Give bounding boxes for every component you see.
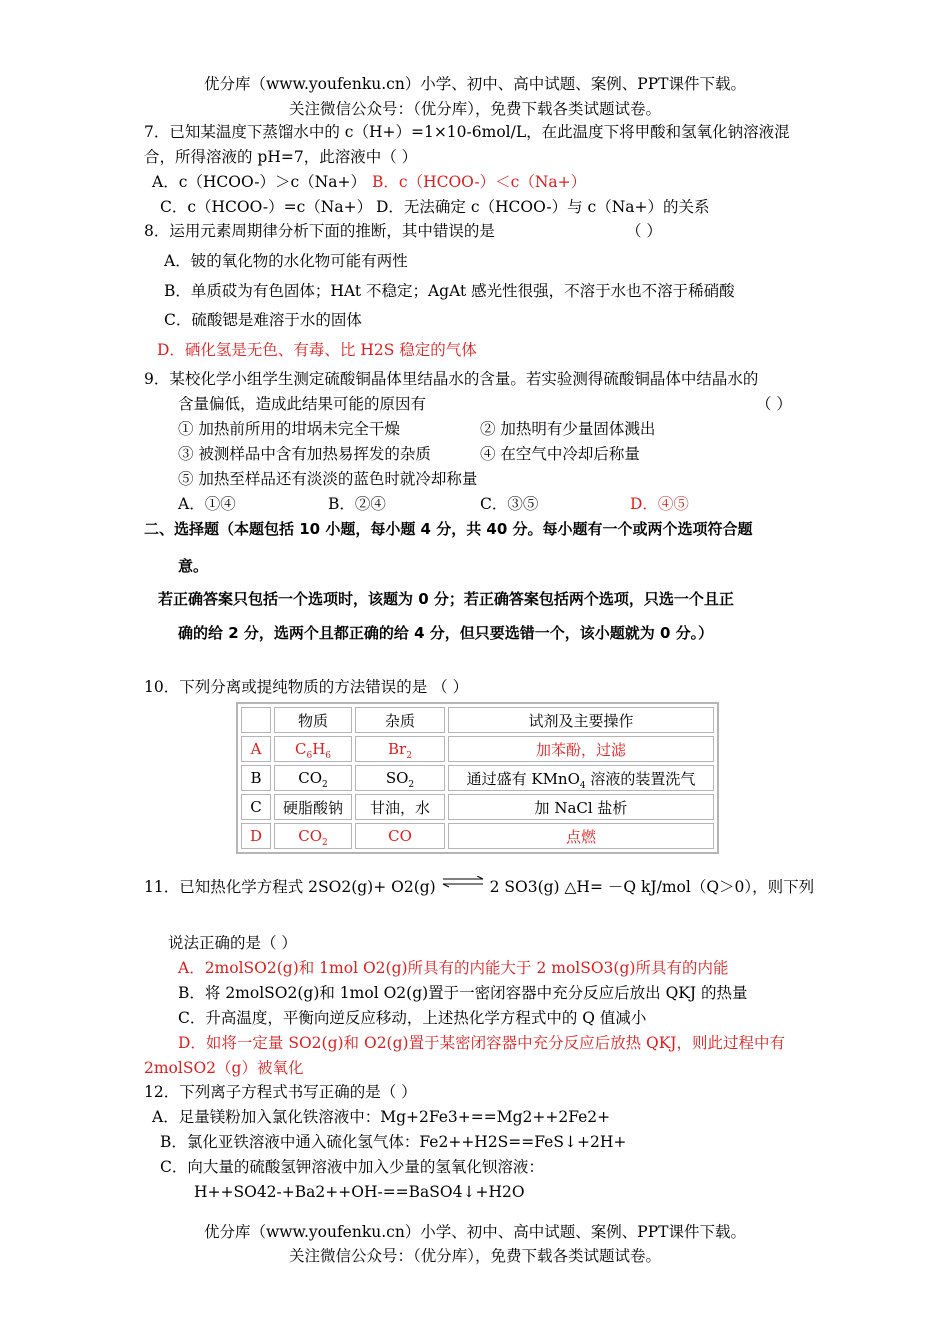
q9-option-c: C．③⑤ bbox=[480, 495, 539, 513]
footer-line-1: 优分库（www.youfenku.cn）小学、初中、高中试题、案例、PPT课件下载。 bbox=[203, 1223, 747, 1241]
q10-row-c-impurity: 甘油，水 bbox=[355, 794, 445, 820]
q9-item-2: ② 加热明有少量固体溅出 bbox=[480, 420, 656, 438]
q9-item-3: ③ 被测样品中含有加热易挥发的杂质 bbox=[178, 445, 431, 463]
q10-table bbox=[236, 702, 719, 854]
q11-option-b: B．将 2molSO2(g)和 1mol O2(g)置于一密闭容器中充分反应后放出 QKJ 的热量 bbox=[178, 984, 748, 1002]
section2-heading-3: 若正确答案只包括一个选项时，该题为 0 分；若正确答案包括两个选项，只选一个且正 bbox=[158, 590, 734, 608]
q7-option-c: C．c（HCOO-）=c（Na+） bbox=[160, 198, 373, 216]
q10-stem: 10．下列分离或提纯物质的方法错误的是 （ ） bbox=[144, 678, 469, 696]
q9-option-d: D．④⑤ bbox=[630, 495, 689, 513]
section2-heading-1: 二、选择题（本题包括 10 小题，每小题 4 分，共 40 分。每小题有一个或两个选项符合题 bbox=[144, 520, 753, 538]
q10-header-blank bbox=[241, 707, 271, 733]
header-line-1: 优分库（www.youfenku.cn）小学、初中、高中试题、案例、PPT课件下载。 bbox=[203, 75, 747, 93]
q10-row-b-substance: $CO_2$ bbox=[274, 765, 352, 791]
q10-row-c-method: 加 NaCl 盐析 bbox=[448, 794, 714, 820]
header-line-2: 关注微信公众号：（优分库），免费下载各类试题试卷。 bbox=[288, 100, 661, 118]
q11-stem-1 bbox=[144, 876, 814, 898]
q11-stem-2: 说法正确的是（ ） bbox=[168, 934, 297, 952]
q9-option-a: A．①④ bbox=[178, 495, 236, 513]
q9-item-5: ⑤ 加热至样品还有淡淡的蓝色时就冷却称量 bbox=[178, 470, 478, 488]
q9-option-b: B．②④ bbox=[328, 495, 386, 513]
q9-stem-2: 含量偏低，造成此结果可能的原因有 bbox=[178, 395, 427, 413]
q11-option-d-line-2: 2molSO2（g）被氧化 bbox=[144, 1059, 304, 1077]
q10-header-substance: 物质 bbox=[274, 707, 352, 733]
q8-option-d: D．硒化氢是无色、有毒、比 H2S 稳定的气体 bbox=[157, 341, 477, 359]
q7-option-b: B．c（HCOO-）＜c（Na+） bbox=[372, 173, 587, 191]
q8-option-a: A．铍的氧化物的水化物可能有两性 bbox=[164, 252, 408, 270]
q7-stem-1: 7．已知某温度下蒸馏水中的 c（H+）=1×10-6mol/L，在此温度下将甲酸和氢氧化钠溶液混 bbox=[144, 123, 790, 141]
q12-option-b: B．氯化亚铁溶液中通入硫化氢气体：Fe2++H2S==FeS↓+2H+ bbox=[160, 1133, 627, 1151]
q7-option-a: A．c（HCOO-）＞c（Na+） bbox=[152, 173, 366, 191]
q10-row-c-label: C bbox=[241, 794, 271, 820]
q10-row-d-substance: $CO_2$ bbox=[274, 823, 352, 849]
q10-row-c-substance: 硬脂酸钠 bbox=[274, 794, 352, 820]
q10-row-a bbox=[241, 736, 714, 762]
q9-stem-1: 9．某校化学小组学生测定硫酸铜晶体里结晶水的含量。若实验测得硫酸铜晶体中结晶水的 bbox=[144, 370, 759, 388]
q10-row-a-label: A bbox=[241, 736, 271, 762]
section2-heading-4: 确的给 2 分，选两个且都正确的给 4 分，但只要选错一个，该小题就为 0 分。） bbox=[178, 624, 714, 642]
q10-header-method: 试剂及主要操作 bbox=[448, 707, 714, 733]
q10-row-d bbox=[241, 823, 714, 849]
q10-row-b-impurity: $SO_2$ bbox=[355, 765, 445, 791]
q12-option-c-equation: H++SO42-+Ba2++OH-==BaSO4↓+H2O bbox=[194, 1183, 525, 1201]
q10-row-b-label: B bbox=[241, 765, 271, 791]
q8-stem: 8．运用元素周期律分析下面的推断，其中错误的是 bbox=[144, 222, 495, 240]
q10-header-impurity: 杂质 bbox=[355, 707, 445, 733]
q11-option-a: A．2molSO2(g)和 1mol O2(g)所具有的内能大于 2 molSO3(g)所具有的内能 bbox=[178, 959, 729, 977]
q9-item-4: ④ 在空气中冷却后称量 bbox=[480, 445, 640, 463]
q7-option-d: D．无法确定 c（HCOO-）与 c（Na+）的关系 bbox=[376, 198, 710, 216]
equilibrium-arrow-icon bbox=[441, 876, 485, 888]
q11-option-c: C．升高温度，平衡向逆反应移动，上述热化学方程式中的 Q 值减小 bbox=[178, 1009, 647, 1027]
q10-row-d-method: 点燃 bbox=[448, 823, 714, 849]
q8-option-b: B．单质砹为有色固体；HAt 不稳定；AgAt 感光性很强，不溶于水也不溶于稀硝酸 bbox=[164, 282, 735, 300]
q11-stem-1-right: 2 SO3(g) △H= －Q kJ/mol（Q＞0），则下列 bbox=[489, 878, 815, 896]
q10-row-a-substance: $C_6H_6$ bbox=[274, 736, 352, 762]
q10-row-a-impurity: $Br_2$ bbox=[355, 736, 445, 762]
q10-row-c bbox=[241, 794, 714, 820]
q12-stem: 12．下列离子方程式书写正确的是（ ） bbox=[144, 1083, 417, 1101]
q10-row-a-method: 加苯酚，过滤 bbox=[448, 736, 714, 762]
q8-option-c: C．硫酸锶是难溶于水的固体 bbox=[164, 311, 362, 329]
footer-line-2: 关注微信公众号：（优分库），免费下载各类试题试卷。 bbox=[288, 1247, 661, 1265]
q12-option-c: C．向大量的硫酸氢钾溶液中加入少量的氢氧化钡溶液： bbox=[160, 1158, 544, 1176]
q12-option-a: A．足量镁粉加入氯化铁溶液中：Mg+2Fe3+==Mg2++2Fe2+ bbox=[152, 1108, 611, 1126]
section2-heading-2: 意。 bbox=[178, 557, 209, 575]
q7-stem-2: 合，所得溶液的 pH=7，此溶液中（ ） bbox=[144, 148, 418, 166]
q11-stem-1-left: 11．已知热化学方程式 2SO2(g)+ O2(g) bbox=[144, 878, 436, 896]
q10-row-b bbox=[241, 765, 714, 791]
q10-row-b-method: 通过盛有 KMnO$_4$ 溶液的装置洗气 bbox=[448, 765, 714, 791]
q10-row-d-label: D bbox=[241, 823, 271, 849]
q9-answer-paren: （ ） bbox=[756, 395, 792, 413]
q10-table-header-row bbox=[241, 707, 714, 733]
q8-answer-paren: （ ） bbox=[626, 222, 662, 240]
q10-row-d-impurity: CO bbox=[355, 823, 445, 849]
q11-option-d-line-1: D．如将一定量 SO2(g)和 O2(g)置于某密闭容器中充分反应后放热 QKJ，则此过程中有 bbox=[178, 1034, 785, 1052]
q9-item-1: ① 加热前所用的坩埚未完全干燥 bbox=[178, 420, 400, 438]
